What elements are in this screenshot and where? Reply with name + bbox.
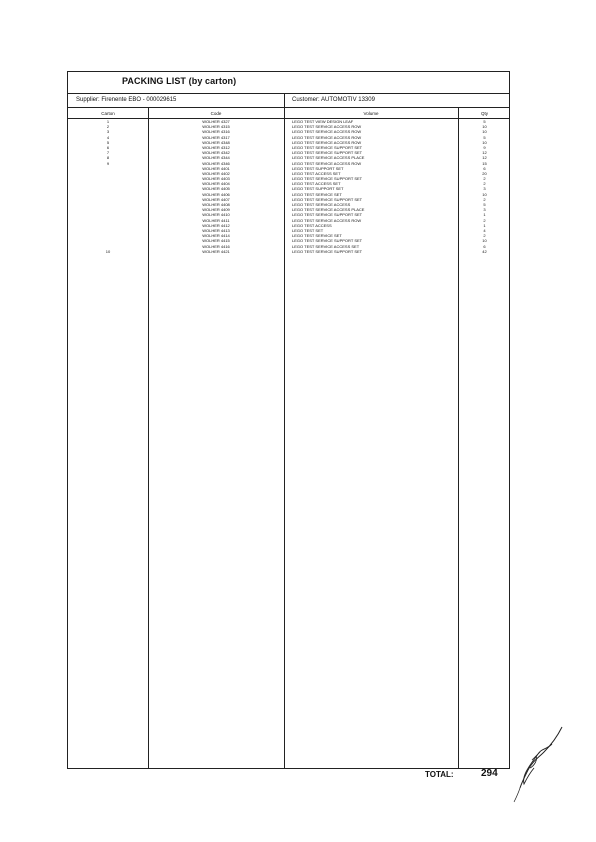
cell-code: WOLHER 4421	[202, 248, 230, 254]
cell-qty: 12	[482, 150, 487, 156]
cell-qty: 10	[482, 238, 487, 244]
header-volume: Volume	[363, 111, 379, 116]
cell-carton: 10	[105, 248, 111, 254]
info-divider	[284, 94, 285, 108]
cell-qty: 9	[483, 144, 486, 150]
cell-code: WOLHER 4342	[202, 150, 230, 156]
cell-qty: 6	[483, 165, 486, 171]
cell-code: WOLHER 4412	[202, 222, 230, 228]
cell-carton: 5	[106, 139, 110, 145]
cell-qty: 10	[482, 139, 487, 145]
cell-volume: LEGO TEST SERVICE SUPPORT SET	[292, 150, 363, 156]
cell-code: WOLHER 4416	[202, 243, 230, 249]
cell-qty: 12	[482, 155, 487, 161]
title-row	[68, 72, 509, 94]
cell-volume: LEGO TEST SERVICE SUPPORT SET	[292, 212, 363, 218]
cell-code: WOLHER 4409	[202, 207, 230, 213]
cell-volume: LEGO TEST VIEW DESIGN LEAF	[292, 119, 354, 124]
cell-qty: 10	[482, 129, 487, 135]
cell-volume: LEGO TEST ACCESS	[292, 222, 332, 228]
cell-carton: 1	[106, 119, 110, 124]
cell-qty: 1	[483, 222, 486, 228]
cell-code: WOLHER 4406	[202, 191, 230, 197]
cell-volume: LEGO TEST SERVICE ACCESS	[292, 202, 351, 207]
cell-qty: 2	[483, 217, 486, 223]
header-code: Code	[210, 111, 222, 116]
cell-carton: 2	[106, 124, 110, 130]
cell-volume: LEGO TEST SERVICE ACCESS ROW	[292, 139, 362, 145]
cell-code: WOLHER 4346	[202, 160, 230, 166]
cell-volume: LEGO TEST SERVICE ACCESS PLACE	[292, 155, 365, 161]
customer-label: Customer: AUTOMOTIV 13309	[292, 97, 375, 103]
cell-qty: 3	[483, 207, 486, 213]
cell-volume: LEGO TEST SERVICE ACCESS ROW	[292, 134, 362, 140]
cell-qty: 15	[482, 160, 487, 166]
cell-qty: 2	[483, 196, 486, 202]
cell-carton: 8	[106, 155, 110, 161]
cell-code: WOLHER 4312	[202, 144, 230, 150]
cell-code: WOLHER 4414	[202, 233, 230, 239]
cell-qty: 20	[482, 170, 487, 176]
packing-list-table	[67, 71, 510, 769]
cell-volume: LEGO TEST SERVICE SUPPORT SET	[292, 144, 363, 150]
cell-qty: 3	[483, 186, 486, 192]
cell-volume: LEGO TEST SERVICE SET	[292, 233, 342, 239]
cell-carton: 3	[106, 129, 110, 135]
cell-qty: 5	[483, 202, 486, 207]
cell-volume: LEGO TEST SERVICE SUPPORT SET	[292, 196, 363, 202]
header-carton: Carton	[101, 111, 115, 116]
cell-volume: LEGO TEST ACCESS SET	[292, 181, 341, 187]
total-value: 294	[481, 768, 498, 779]
document-title: PACKING LIST (by carton)	[122, 76, 237, 86]
cell-code: WOLHER 4405	[202, 186, 230, 192]
cell-code: WOLHER 4348	[202, 139, 230, 145]
cell-code: WOLHER 4407	[202, 196, 230, 202]
cell-carton: 7	[106, 150, 110, 156]
cell-code: WOLHER 4415	[202, 238, 230, 244]
cell-code: WOLHER 4401	[202, 165, 230, 171]
cell-volume: LEGO TEST SERVICE SUPPORT SET	[292, 176, 363, 182]
cell-qty: 4	[483, 227, 486, 233]
cell-qty: 10	[482, 191, 487, 197]
total-label: TOTAL:	[425, 770, 454, 779]
cell-volume: LEGO TEST SERVICE ACCESS ROW	[292, 217, 362, 223]
cell-volume: LEGO TEST SERVICE ACCESS ROW	[292, 124, 362, 130]
table-body	[68, 119, 509, 254]
cell-code: WOLHER 4411	[202, 217, 230, 223]
cell-volume: LEGO TEST SERVICE ACCESS SET	[292, 243, 360, 249]
cell-qty: 6	[483, 243, 486, 249]
cell-code: WOLHER 4315	[202, 124, 230, 130]
cell-qty: 2	[483, 176, 486, 182]
cell-code: WOLHER 4410	[202, 212, 230, 218]
cell-code: WOLHER 4408	[202, 202, 230, 207]
cell-volume: LEGO TEST SUPPORT SET	[292, 165, 344, 171]
info-row	[68, 94, 509, 108]
cell-volume: LEGO TEST SERVICE SUPPORT SET	[292, 238, 363, 244]
cell-code: WOLHER 4402	[202, 170, 230, 176]
cell-volume: LEGO TEST SERVICE SET	[292, 191, 342, 197]
cell-volume: LEGO TEST SERVICE SUPPORT SET	[292, 248, 363, 254]
cell-volume: LEGO TEST SET	[292, 227, 324, 233]
cell-qty: 1	[483, 212, 486, 218]
cell-qty: 10	[482, 124, 487, 130]
cell-qty: 5	[483, 119, 486, 124]
cell-code: WOLHER 4327	[202, 119, 230, 124]
cell-volume: LEGO TEST ACCESS SET	[292, 170, 341, 176]
cell-carton: 9	[106, 160, 110, 166]
cell-volume: LEGO TEST SERVICE ACCESS PLACE	[292, 207, 365, 213]
handwritten-signature	[512, 722, 572, 812]
cell-code: WOLHER 4316	[202, 129, 230, 135]
cell-volume: LEGO TEST SERVICE ACCESS ROW	[292, 160, 362, 166]
cell-qty: 5	[483, 134, 486, 140]
table-row	[68, 249, 509, 254]
column-header-row	[68, 108, 509, 119]
cell-volume: LEGO TEST SUPPORT SET	[292, 186, 344, 192]
cell-carton: 6	[106, 144, 110, 150]
cell-qty: 2	[483, 181, 486, 187]
supplier-label: Supplier: Firenente EBO - 000029615	[76, 97, 177, 103]
cell-carton: 4	[106, 134, 110, 140]
cell-code: WOLHER 4403	[202, 176, 230, 182]
cell-code: WOLHER 4317	[202, 134, 230, 140]
cell-volume: LEGO TEST SERVICE ACCESS ROW	[292, 129, 362, 135]
cell-qty: 42	[482, 248, 487, 254]
bottom-rule	[70, 768, 510, 769]
header-qty: Qty	[480, 111, 488, 116]
cell-code: WOLHER 4404	[202, 181, 230, 187]
cell-code: WOLHER 4344	[202, 155, 230, 161]
cell-code: WOLHER 4413	[202, 227, 230, 233]
cell-qty: 2	[483, 233, 486, 239]
